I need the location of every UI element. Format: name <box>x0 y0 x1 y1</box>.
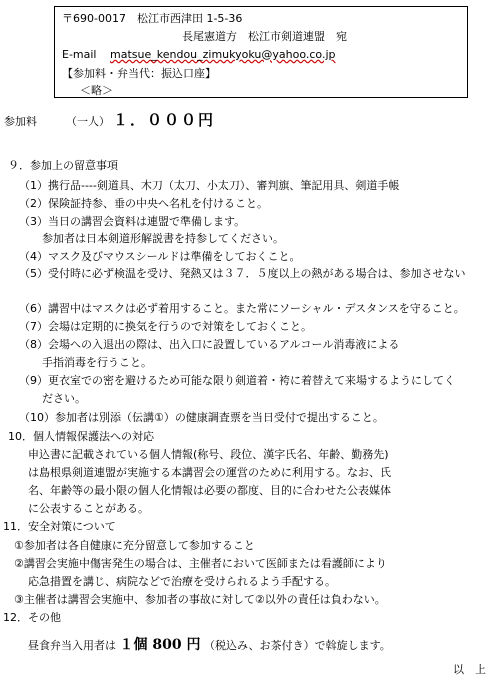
section9-item-8: （8）会場への入退出の際は、出入口に設置しているアルコール消毒液による <box>19 338 400 351</box>
section9-item-9: （9）更衣室での密を避けるため可能な限り剣道着・袴に着替えて来場するようにしてく <box>19 374 455 387</box>
section9-item-2: （2）保険証持参、垂の中央へ名札を付けること。 <box>19 197 268 210</box>
section9-title: ９．参加上の留意事項 <box>8 159 118 172</box>
lunch-pre: 昼食弁当入用者は <box>28 639 116 652</box>
fee-amount: １．０００円 <box>113 111 216 129</box>
section11-title: 11．安全対策について <box>3 520 116 533</box>
section10-line2: は島根県剣道連盟が実施する本講習会の運営のために利用する。なお、氏 <box>28 466 391 479</box>
closing-text: 以 上 <box>453 663 486 676</box>
section10-title: 10．個人情報保護法への対応 <box>8 430 154 443</box>
fee-per: （一人） <box>66 115 110 128</box>
section12-title: 12．その他 <box>3 611 61 624</box>
section9-item-6: （6）講習中はマスクは必ず着用すること。また常にソーシャル・デスタンスを守ること。 <box>19 302 465 315</box>
email-label: E-mail <box>62 48 97 61</box>
section9-item-3: （3）当日の講習会資料は連盟で準備します。 <box>19 215 246 228</box>
section9-item-3-cont: 参加者は日本剣道形解説書を持参してください。 <box>42 232 284 245</box>
section11-line3: 応急措置を講じ、病院などで治療を受けられるよう手配する。 <box>28 575 336 588</box>
address-line2: 長尾憲道方 松江市剣道連盟 宛 <box>182 30 347 43</box>
section11-line2: ②講習会実施中傷害発生の場合は、主催者において医師または看護師により <box>14 557 387 570</box>
section9-item-10: （10）参加者は別添（伝講①）の健康調査票を当日受付で提出すること。 <box>19 411 384 424</box>
section9-item-1: （1）携行品----剣道具、木刀（太刀、小太刀）、審判旗、筆記用具、剣道手帳 <box>19 179 400 192</box>
section11-line1: ①参加者は各自健康に充分留意して参加すること <box>14 539 255 552</box>
fee-label: 参加料 <box>4 115 37 128</box>
lunch-count: １個 800 円 <box>119 637 201 653</box>
address-line1: 〒690-0017 松江市西津田 1-5-36 <box>62 12 243 25</box>
section9-item-7: （7）会場は定期的に換気を行うので対策をしておくこと。 <box>19 320 312 333</box>
section10-line4: に公表することがある。 <box>28 502 149 515</box>
section10-line1: 申込書に記載されている個人情報(称号、段位、漢字氏名、年齢、勤務先) <box>28 448 389 461</box>
email-link[interactable]: matsue_kendou_zimukyoku@yahoo.co.jp <box>110 48 336 61</box>
email-row <box>62 48 335 61</box>
section9-item-5: （5）受付時に必ず検温を受け、発熱又は３７．５度以上の熱がある場合は、参加させない <box>19 267 466 280</box>
section9-item-8-cont: 手指消毒を行うこと。 <box>42 356 152 369</box>
address-line4: 【参加料・弁当代：振込口座】 <box>62 67 216 80</box>
address-line5: ＜略＞ <box>80 84 113 97</box>
lunch-post: （税込み、お茶付き）で斡旋します。 <box>203 639 391 652</box>
section10-line3: 名、年齢等の最小限の個人化情報は必要の都度、目的に合わせた公表媒体 <box>28 484 391 497</box>
section11-line4: ③主催者は講習会実施中、参加者の事故に対して②以外の責任は負わない。 <box>14 593 386 606</box>
section12-line <box>28 634 391 654</box>
section9-item-9-cont: ださい。 <box>42 392 86 405</box>
section9-item-4: （4）マスク及びマウスシールドは準備をしておくこと。 <box>19 250 301 263</box>
